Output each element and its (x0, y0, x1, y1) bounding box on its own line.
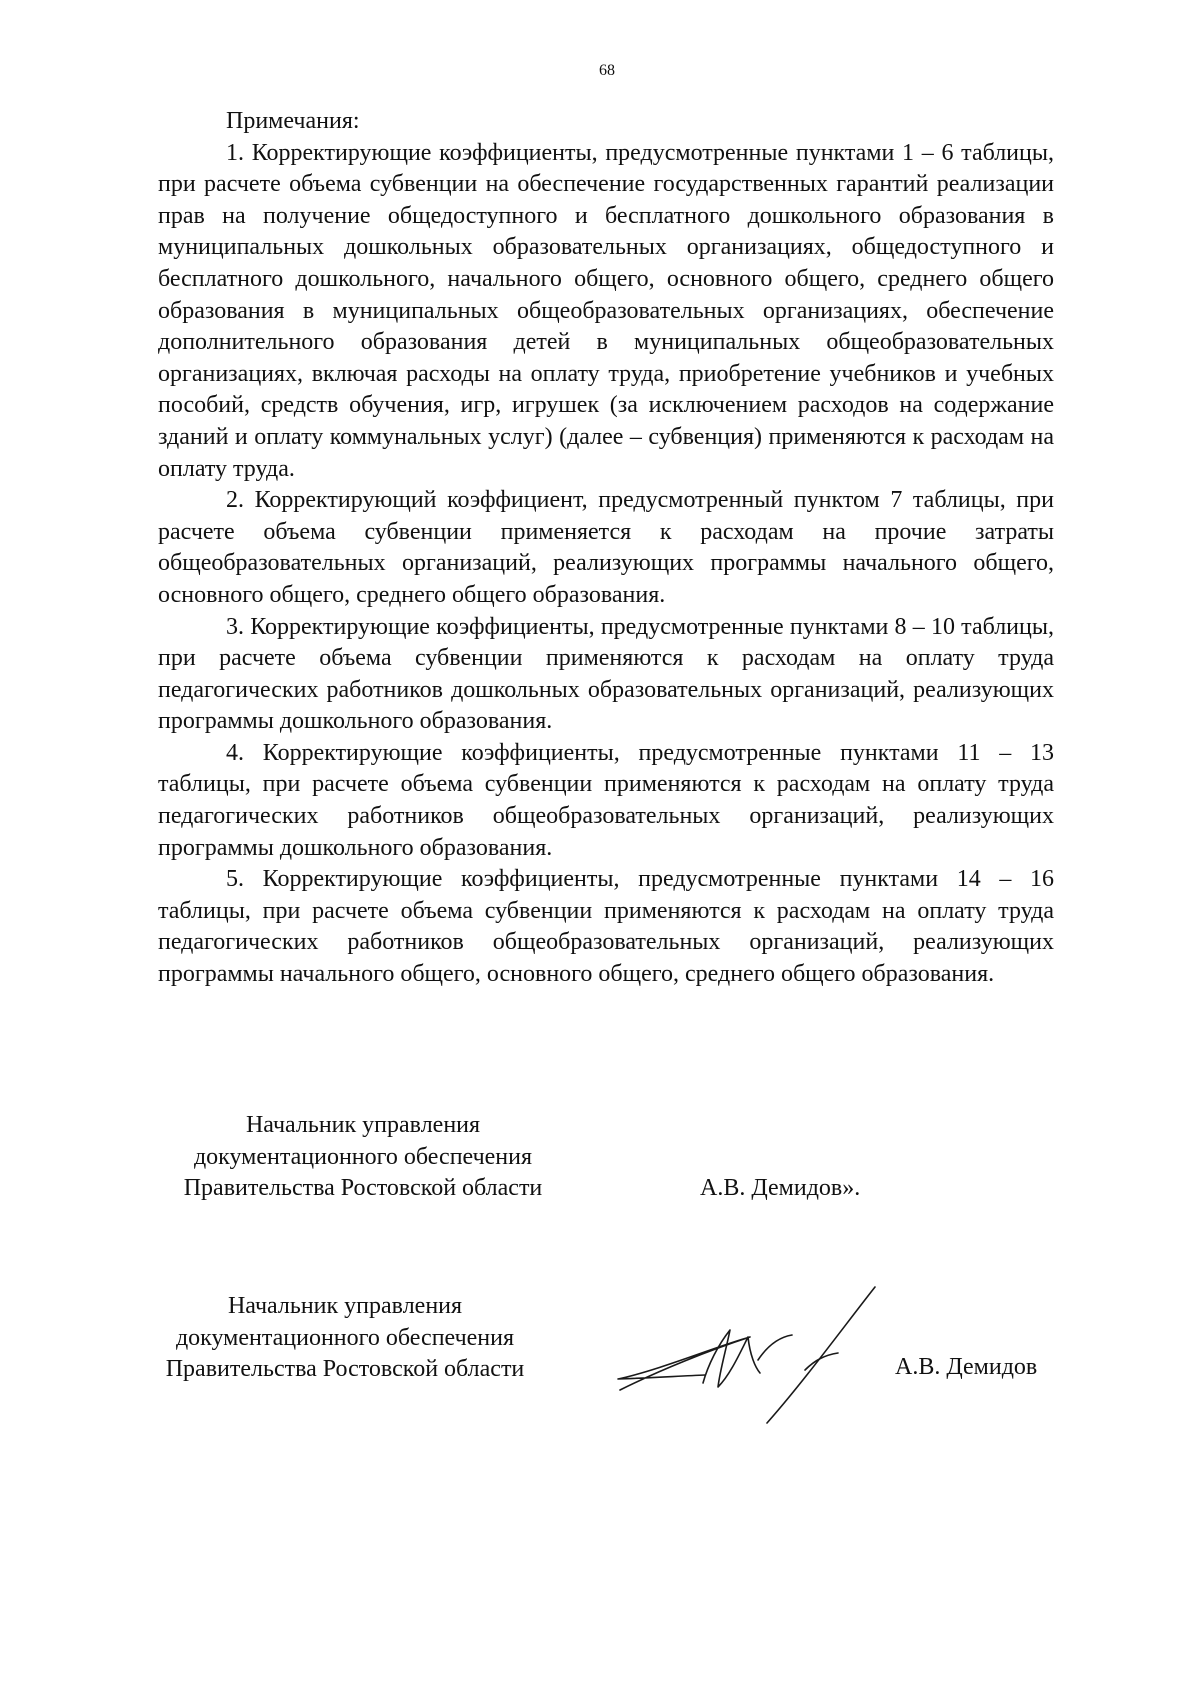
signature-block-1-title (153, 1110, 573, 1205)
signer-position-line-3: Правительства Ростовской области (183, 1175, 543, 1202)
signature-block-2-title (135, 1291, 555, 1386)
signer-name-1: А.В. Демидов». (700, 1175, 861, 1201)
note-1: 1. Корректирующие коэффициенты, предусмотренные пунктами 1 – 6 таблицы, при расчете объема субвенции на обеспечение государственных гарантий реализации прав на получение общедоступного и бесплатного дошкольного образования в муниципальных дошкольных образовательных организациях, общедоступного и бесплатного дошкольного, начального общего, основного общего, среднего общего образования в муниципальных общеобразовательных организациях, обеспечение дополнительного образования детей в муниципальных общеобразовательных организациях, включая расходы на оплату труда, приобретение учебников и учебных пособий, средств обучения, игр, игрушек (за исключением расходов на содержание зданий и оплату коммунальных услуг) (далее – субвенция) применяются к расходам на оплату труда. (158, 139, 1054, 482)
signer-position-line-3: Правительства Ростовской области (165, 1356, 525, 1383)
note-4: 4. Корректирующие коэффициенты, предусмотренные пунктами 11 – 13 таблицы, при расчете объема субвенции применяются к расходам на оплату труда педагогических работников общеобразовательных организаций, реализующих программы дошкольного образования. (158, 739, 1054, 861)
signer-name-2: А.В. Демидов (895, 1354, 1038, 1380)
signer-position-line-2: документационного обеспечения (193, 1143, 533, 1170)
signer-position-line-2: документационного обеспечения (175, 1324, 515, 1351)
notes-section (158, 106, 1054, 991)
signer-position-line-1: Начальник управления (245, 1112, 481, 1138)
note-3: 3. Корректирующие коэффициенты, предусмотренные пунктами 8 – 10 таблицы, при расчете объема субвенции применяются к расходам на оплату труда педагогических работников дошкольных образовательных организаций, реализующих программы дошкольного образования. (158, 613, 1054, 735)
note-2: 2. Корректирующий коэффициент, предусмотренный пунктом 7 таблицы, при расчете объема субвенции применяется к расходам на прочие затраты общеобразовательных организаций, реализующих программы начального общего, основного общего, среднего общего образования. (158, 487, 1054, 608)
note-5: 5. Корректирующие коэффициенты, предусмотренные пунктами 14 – 16 таблицы, при расчете объема субвенции применяются к расходам на оплату труда педагогических работников общеобразовательных организаций, реализующих программы начального общего, основного общего, среднего общего образования. (158, 866, 1054, 988)
notes-heading: Примечания: (226, 108, 360, 134)
handwritten-signature (600, 1275, 900, 1435)
page-number: 68 (599, 62, 615, 79)
signer-position-line-1: Начальник управления (227, 1293, 463, 1319)
